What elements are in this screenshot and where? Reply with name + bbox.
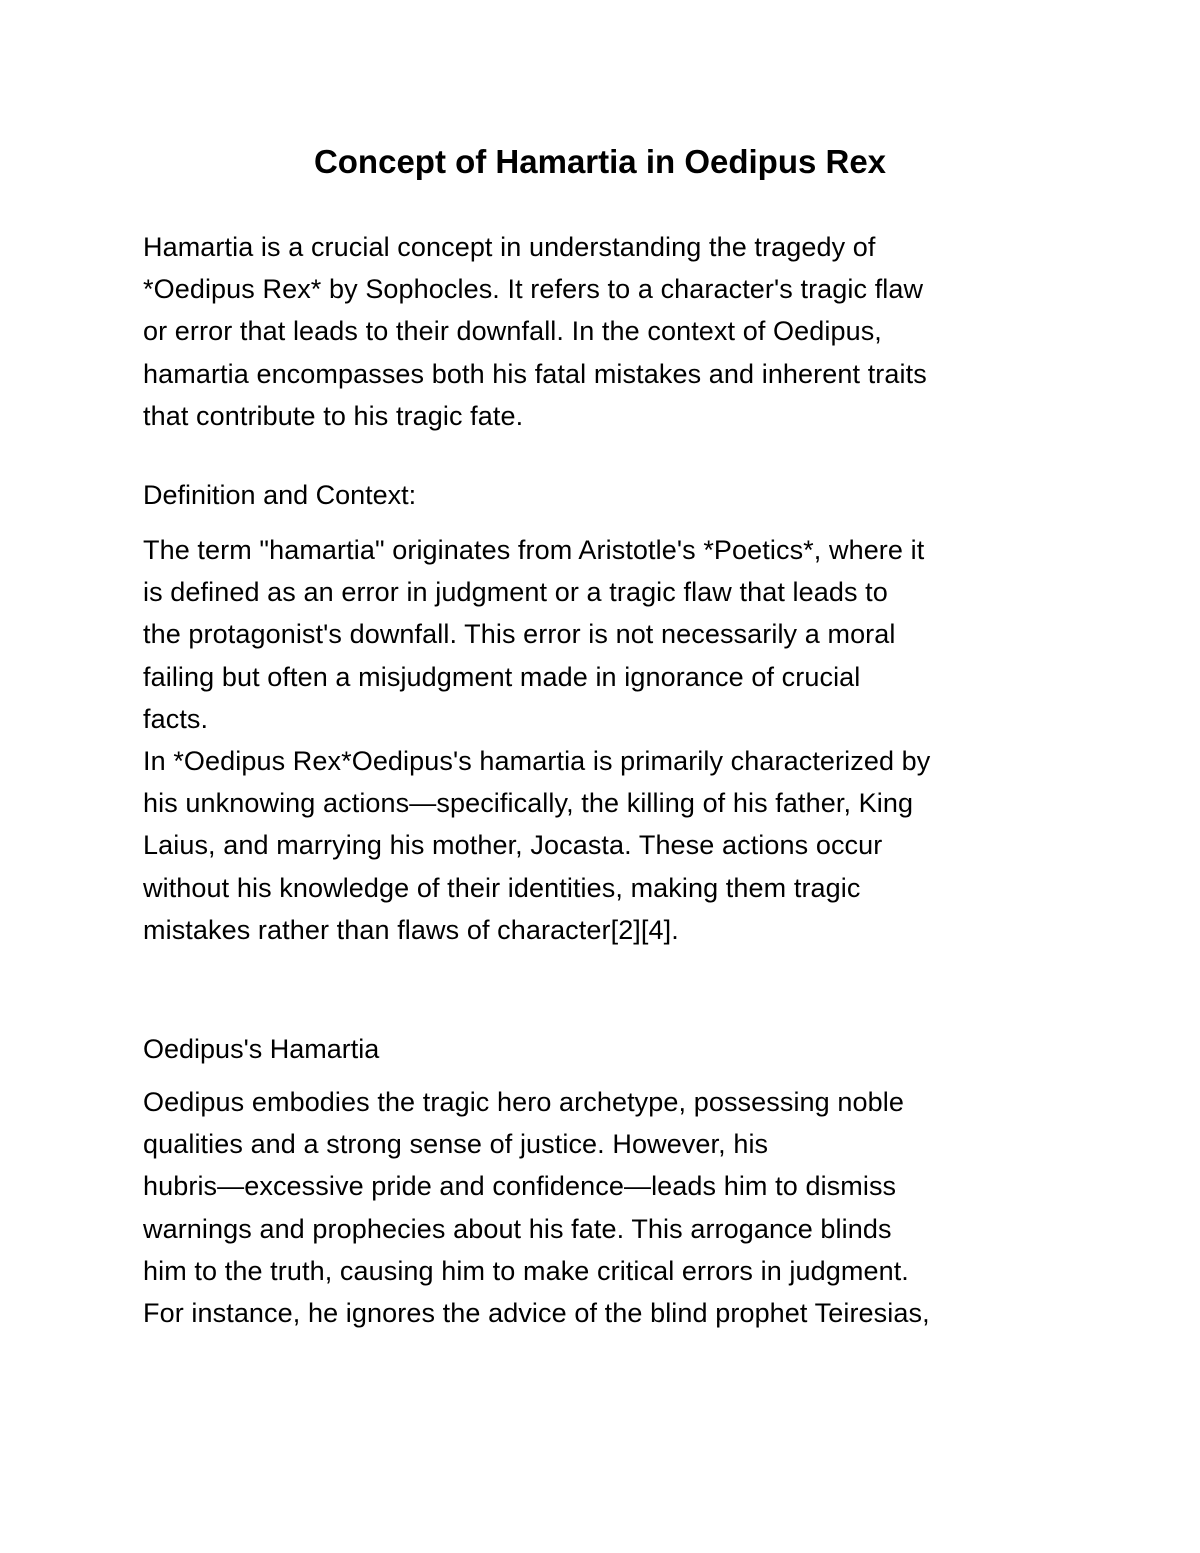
definition-paragraph [143, 529, 1063, 951]
text-line: For instance, he ignores the advice of the blind prophet Teiresias, [143, 1298, 930, 1329]
text-line: without his knowledge of their identities, making them tragic [143, 872, 861, 903]
text-line: *Oedipus Rex* by Sophocles. It refers to a character's tragic flaw [143, 274, 924, 305]
document-title: Concept of Hamartia in Oedipus Rex [313, 143, 887, 180]
text-line: the protagonist's downfall. This error is not necessarily a moral [143, 619, 896, 650]
text-line: hubris—excessive pride and confidence—leads him to dismiss [143, 1171, 897, 1202]
text-line: him to the truth, causing him to make critical errors in judgment. [143, 1255, 909, 1286]
text-line: or error that leads to their downfall. In the context of Oedipus, [143, 316, 882, 347]
text-line: Hamartia is a crucial concept in understanding the tragedy of [143, 232, 876, 262]
text-line: Oedipus embodies the tragic hero archetype, possessing noble [143, 1087, 904, 1117]
text-line: Laius, and marrying his mother, Jocasta. These actions occur [143, 830, 883, 861]
section-heading-definition: Definition and Context: [143, 480, 417, 510]
text-line: his unknowing actions—specifically, the killing of his father, King [143, 788, 914, 819]
text-line: is defined as an error in judgment or a tragic flaw that leads to [143, 577, 888, 608]
text-line: The term "hamartia" originates from Aristotle's *Poetics*, where it [143, 535, 925, 565]
text-line: facts. [143, 703, 209, 734]
text-line: that contribute to his tragic fate. [143, 400, 524, 431]
text-line: In *Oedipus Rex*Oedipus's hamartia is primarily characterized by [143, 746, 931, 777]
text-line: warnings and prophecies about his fate. This arrogance blinds [143, 1213, 892, 1244]
text-line: failing but often a misjudgment made in ignorance of crucial [143, 661, 861, 692]
section-heading-oedipus-hamartia: Oedipus's Hamartia [143, 1034, 380, 1064]
intro-paragraph [143, 226, 1063, 437]
text-line: qualities and a strong sense of justice. However, his [143, 1129, 769, 1160]
text-line: hamartia encompasses both his fatal mistakes and inherent traits [143, 358, 927, 389]
oedipus-hamartia-paragraph [143, 1081, 1063, 1334]
text-line: mistakes rather than flaws of character[2][4]. [143, 914, 679, 945]
